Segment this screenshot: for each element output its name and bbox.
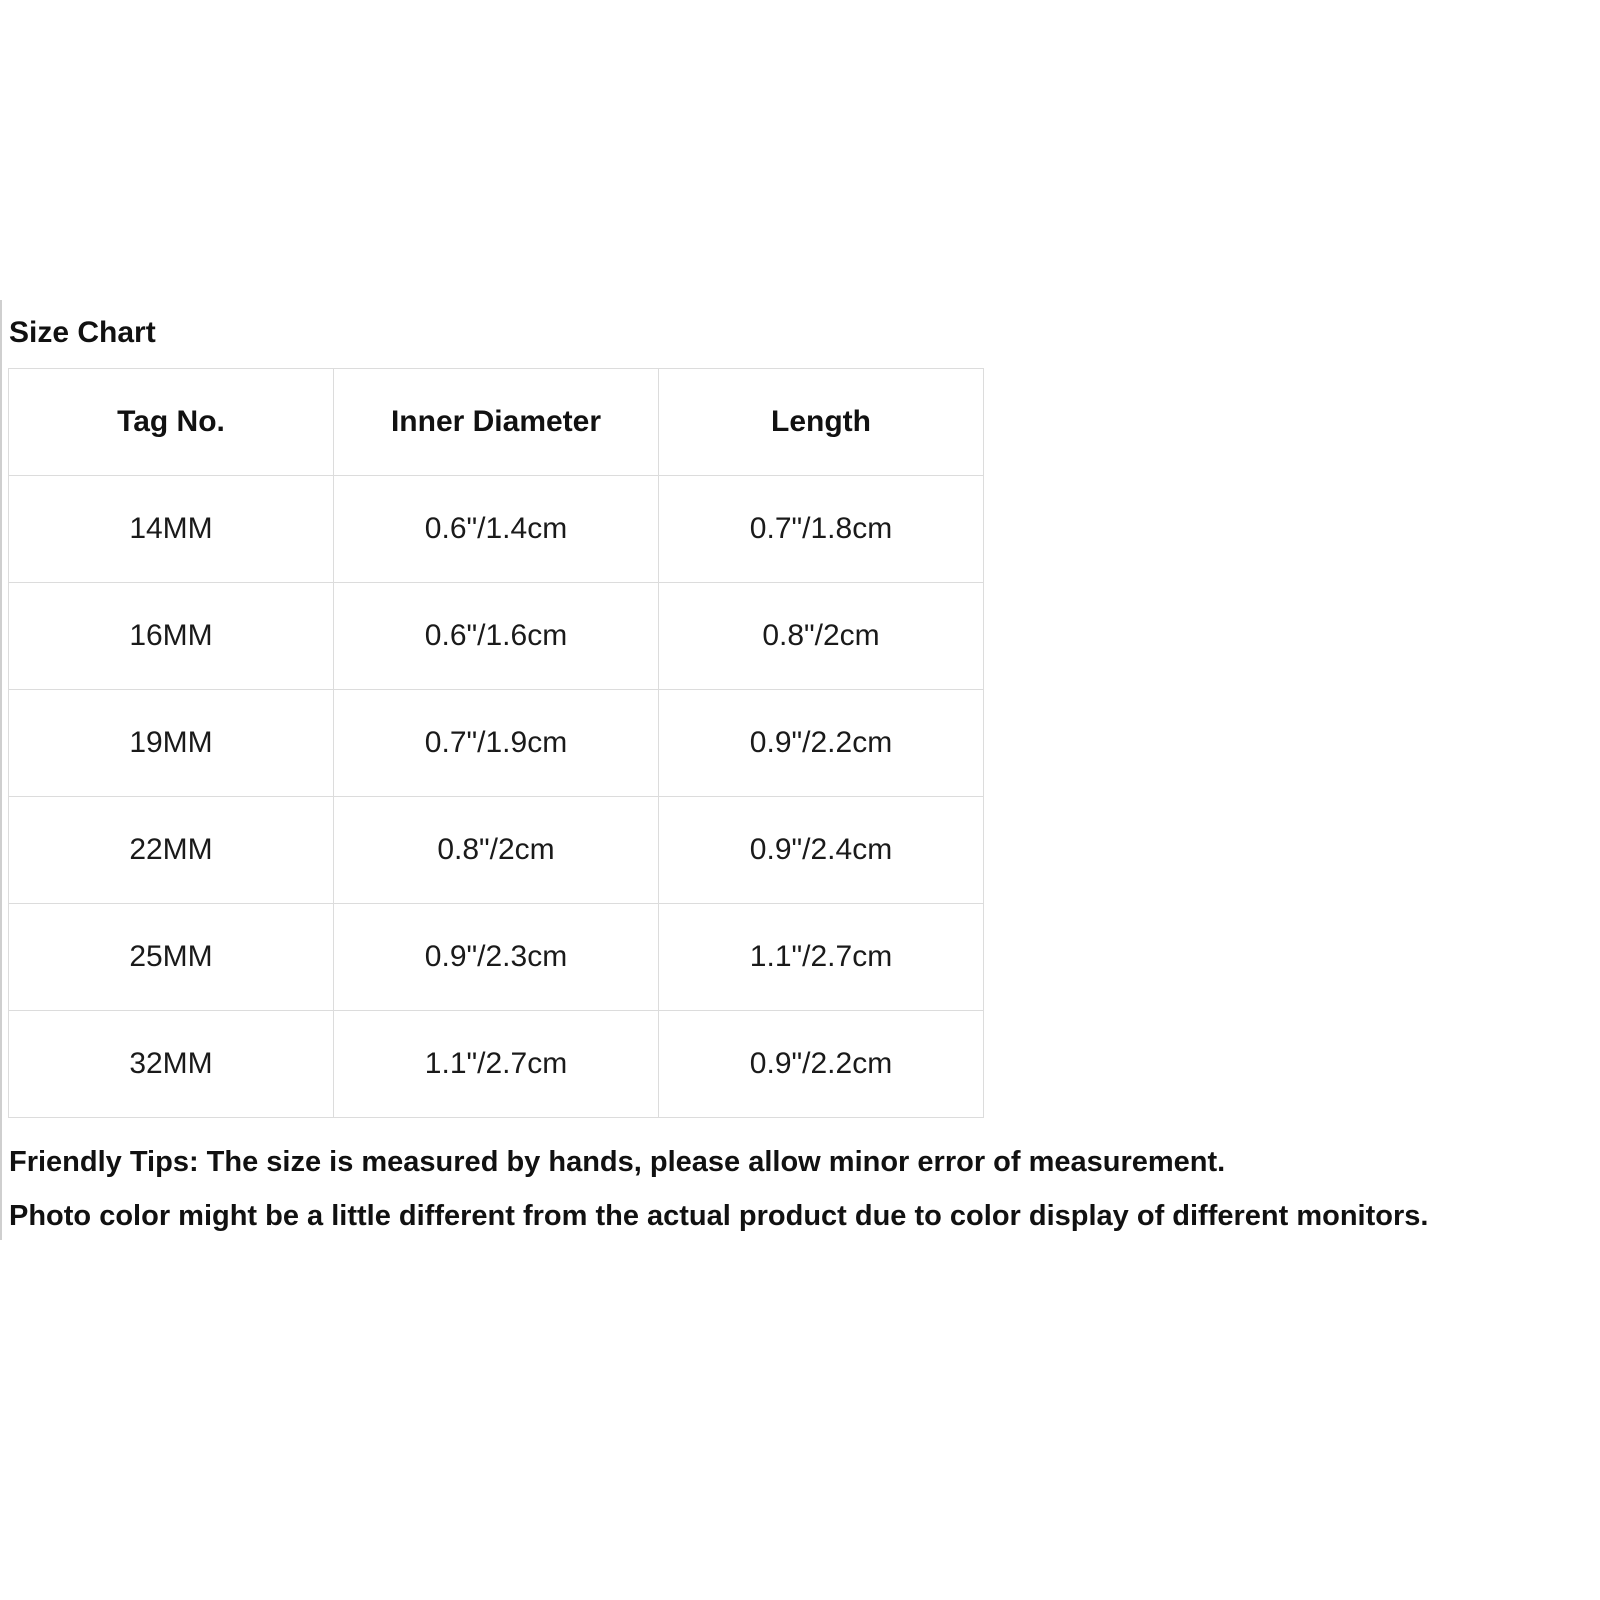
header-inner-diameter: Inner Diameter: [334, 369, 659, 476]
cell-inner-diameter: 0.9"/2.3cm: [334, 904, 659, 1011]
cell-tag-no: 16MM: [9, 583, 334, 690]
table-row: [9, 690, 984, 797]
cell-tag-no: 19MM: [9, 690, 334, 797]
cell-tag-no: 25MM: [9, 904, 334, 1011]
cell-tag-no: 32MM: [9, 1011, 334, 1118]
table-row: [9, 583, 984, 690]
size-chart-section: [0, 300, 1600, 1240]
cell-length: 0.9"/2.4cm: [659, 797, 984, 904]
cell-length: 0.8"/2cm: [659, 583, 984, 690]
cell-inner-diameter: 0.6"/1.6cm: [334, 583, 659, 690]
cell-inner-diameter: 0.6"/1.4cm: [334, 476, 659, 583]
size-table: [8, 368, 984, 1118]
table-row: [9, 797, 984, 904]
tips-block: [9, 1145, 1599, 1253]
header-length: Length: [659, 369, 984, 476]
table-header-row: [9, 369, 984, 476]
cell-inner-diameter: 0.7"/1.9cm: [334, 690, 659, 797]
size-chart-title: Size Chart: [9, 316, 156, 349]
friendly-tip-text: Friendly Tips: The size is measured by hands, please allow minor error of measurement.: [9, 1146, 1226, 1178]
photo-color-note: Photo color might be a little different from the actual product due to color display of different monitors.: [9, 1200, 1429, 1232]
table-row: [9, 904, 984, 1011]
header-tag-no: Tag No.: [9, 369, 334, 476]
cell-inner-diameter: 0.8"/2cm: [334, 797, 659, 904]
cell-length: 0.9"/2.2cm: [659, 690, 984, 797]
cell-length: 0.7"/1.8cm: [659, 476, 984, 583]
table-row: [9, 476, 984, 583]
cell-tag-no: 14MM: [9, 476, 334, 583]
left-divider: [0, 300, 2, 1240]
cell-length: 1.1"/2.7cm: [659, 904, 984, 1011]
cell-tag-no: 22MM: [9, 797, 334, 904]
cell-length: 0.9"/2.2cm: [659, 1011, 984, 1118]
cell-inner-diameter: 1.1"/2.7cm: [334, 1011, 659, 1118]
table-row: [9, 1011, 984, 1118]
